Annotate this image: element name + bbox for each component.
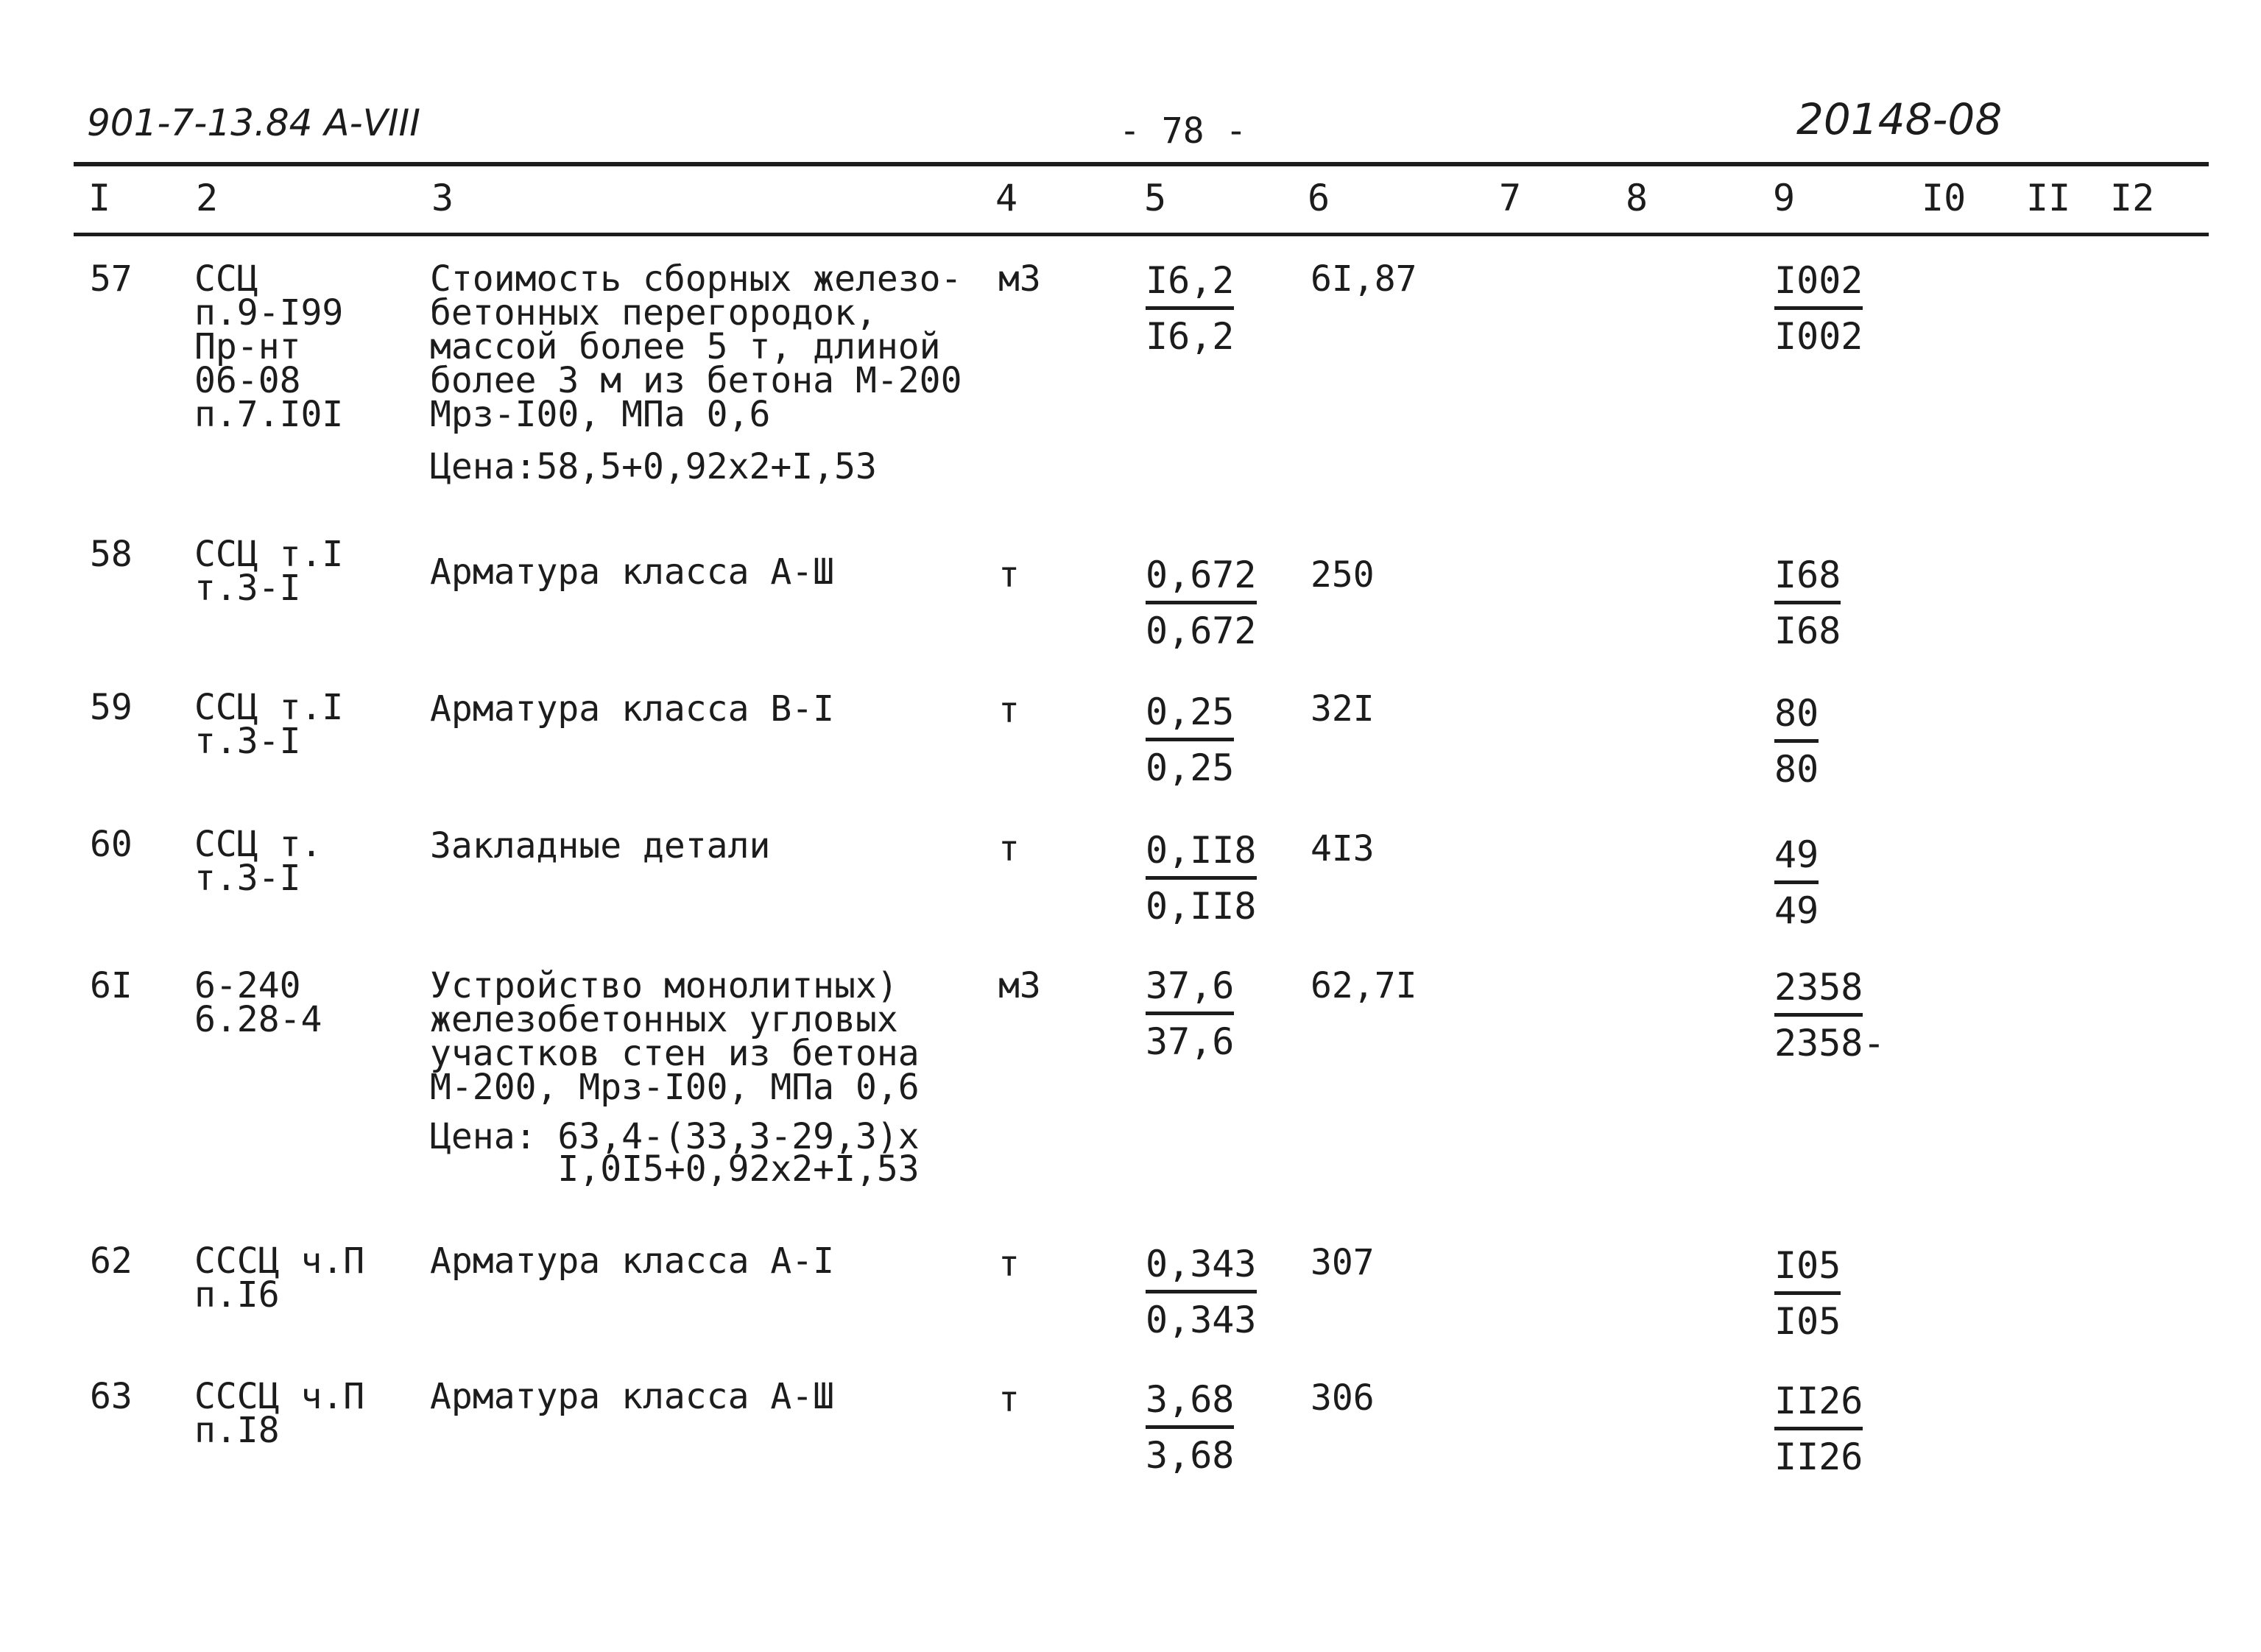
row-unit-cost: 306	[1311, 1377, 1375, 1419]
total-top: I68	[1774, 554, 1841, 604]
quantity-top: 3,68	[1146, 1378, 1234, 1429]
column-header-6: 6	[1308, 177, 1330, 219]
row-unit: м3	[998, 965, 1041, 1006]
row-total	[1774, 833, 1819, 933]
row-total	[1774, 692, 1819, 791]
row-description: Арматура класса А-Ш	[430, 1376, 835, 1417]
total-bottom: II26	[1774, 1436, 1863, 1478]
row-reference: 6-240 6.28-4	[194, 965, 322, 1040]
row-unit-cost: 250	[1311, 554, 1375, 596]
quantity-top: 0,343	[1146, 1243, 1257, 1293]
row-unit-cost: 6I,87	[1311, 258, 1417, 300]
quantity-top: 0,25	[1146, 691, 1234, 741]
row-reference: ССЦ п.9-I99 Пр-нт 06-08 п.7.I0I	[194, 258, 344, 435]
row-description: Арматура класса В-I	[430, 688, 835, 730]
row-number: 59	[90, 687, 133, 728]
quantity-bottom: 37,6	[1146, 1020, 1235, 1063]
quantity-bottom: 0,672	[1146, 610, 1257, 652]
total-bottom: I68	[1774, 610, 1841, 652]
row-number: 60	[90, 824, 133, 865]
row-reference: СССЦ ч.П п.I6	[194, 1240, 365, 1316]
row-quantity	[1146, 554, 1257, 653]
row-reference: ССЦ т. т.3-I	[194, 824, 322, 899]
row-number: 62	[90, 1240, 133, 1282]
document-number: 20148-08	[1796, 94, 2003, 144]
quantity-top: 0,II8	[1146, 829, 1257, 880]
header-rule-top	[74, 162, 2209, 166]
row-unit-cost: 307	[1311, 1242, 1375, 1283]
row-unit: т	[998, 554, 1020, 596]
row-total	[1774, 1380, 1863, 1479]
row-description: Арматура класса А-Ш	[430, 551, 835, 593]
row-description: Арматура класса А-I	[430, 1240, 835, 1282]
total-bottom: 2358-	[1774, 1022, 1886, 1065]
column-header-3: 3	[431, 177, 454, 219]
quantity-bottom: 3,68	[1146, 1434, 1235, 1477]
column-header-9: 9	[1773, 177, 1796, 219]
row-total	[1774, 1244, 1841, 1344]
column-header-12: I2	[2110, 177, 2155, 219]
quantity-top: I6,2	[1146, 259, 1234, 310]
row-number: 63	[90, 1376, 133, 1417]
row-price-formula: Цена:58,5+0,92х2+I,53	[430, 446, 877, 487]
row-unit: т	[998, 690, 1020, 731]
quantity-top: 37,6	[1146, 964, 1234, 1015]
total-bottom: I05	[1774, 1300, 1841, 1343]
row-unit: т	[998, 828, 1020, 869]
column-header-8: 8	[1626, 177, 1648, 219]
row-unit-cost: 62,7I	[1311, 965, 1417, 1006]
total-top: I002	[1774, 259, 1863, 310]
row-description: Устройство монолитных) железобетонных угловых участков стен из бетона М-200, Мрз-I00, МПа 0,6	[430, 965, 920, 1108]
row-reference: ССЦ т.I т.3-I	[194, 687, 344, 762]
column-header-11: II	[2026, 177, 2071, 219]
row-quantity	[1146, 259, 1234, 359]
total-top: 49	[1774, 833, 1819, 884]
row-quantity	[1146, 1378, 1234, 1478]
column-header-7: 7	[1499, 177, 1522, 219]
quantity-bottom: I6,2	[1146, 315, 1235, 358]
column-header-1: I	[88, 177, 111, 219]
total-top: 80	[1774, 692, 1819, 743]
total-top: I05	[1774, 1244, 1841, 1295]
total-bottom: I002	[1774, 315, 1863, 358]
document-code: 901-7-13.84 А-VIII	[87, 102, 421, 144]
total-top: II26	[1774, 1380, 1863, 1430]
quantity-bottom: 0,25	[1146, 746, 1235, 789]
row-unit: т	[998, 1243, 1020, 1285]
row-total	[1774, 554, 1841, 653]
row-unit-cost: 32I	[1311, 688, 1375, 730]
row-quantity	[1146, 691, 1234, 790]
row-quantity	[1146, 1243, 1257, 1342]
row-reference: СССЦ ч.П п.I8	[194, 1376, 365, 1451]
row-number: 57	[90, 258, 133, 300]
total-bottom: 49	[1774, 889, 1819, 932]
row-description: Закладные детали	[430, 825, 771, 866]
quantity-bottom: 0,II8	[1146, 885, 1257, 928]
column-header-5: 5	[1144, 177, 1167, 219]
row-reference: ССЦ т.I т.3-I	[194, 534, 344, 609]
row-total	[1774, 259, 1863, 359]
row-number: 6I	[90, 965, 133, 1006]
total-top: 2358	[1774, 966, 1863, 1017]
row-total	[1774, 966, 1886, 1065]
column-header-10: I0	[1922, 177, 1967, 219]
column-header-4: 4	[995, 177, 1018, 219]
quantity-bottom: 0,343	[1146, 1299, 1257, 1341]
row-unit: м3	[998, 258, 1041, 300]
row-quantity	[1146, 829, 1257, 928]
total-bottom: 80	[1774, 748, 1819, 791]
row-unit: т	[998, 1379, 1020, 1420]
row-unit-cost: 4I3	[1311, 828, 1375, 869]
column-header-2: 2	[196, 177, 219, 219]
row-price-formula: Цена: 63,4-(33,3-29,3)х I,0I5+0,92х2+I,53	[430, 1116, 920, 1190]
page-number: - 78 -	[1119, 110, 1247, 152]
quantity-top: 0,672	[1146, 554, 1257, 604]
row-description: Стоимость сборных железо- бетонных перегородок, массой более 5 т, длиной более 3 м из бетона М-200 Мрз-I00, МПа 0,6	[430, 258, 962, 435]
row-number: 58	[90, 534, 133, 575]
header-rule-bottom	[74, 233, 2209, 236]
row-quantity	[1146, 964, 1234, 1064]
